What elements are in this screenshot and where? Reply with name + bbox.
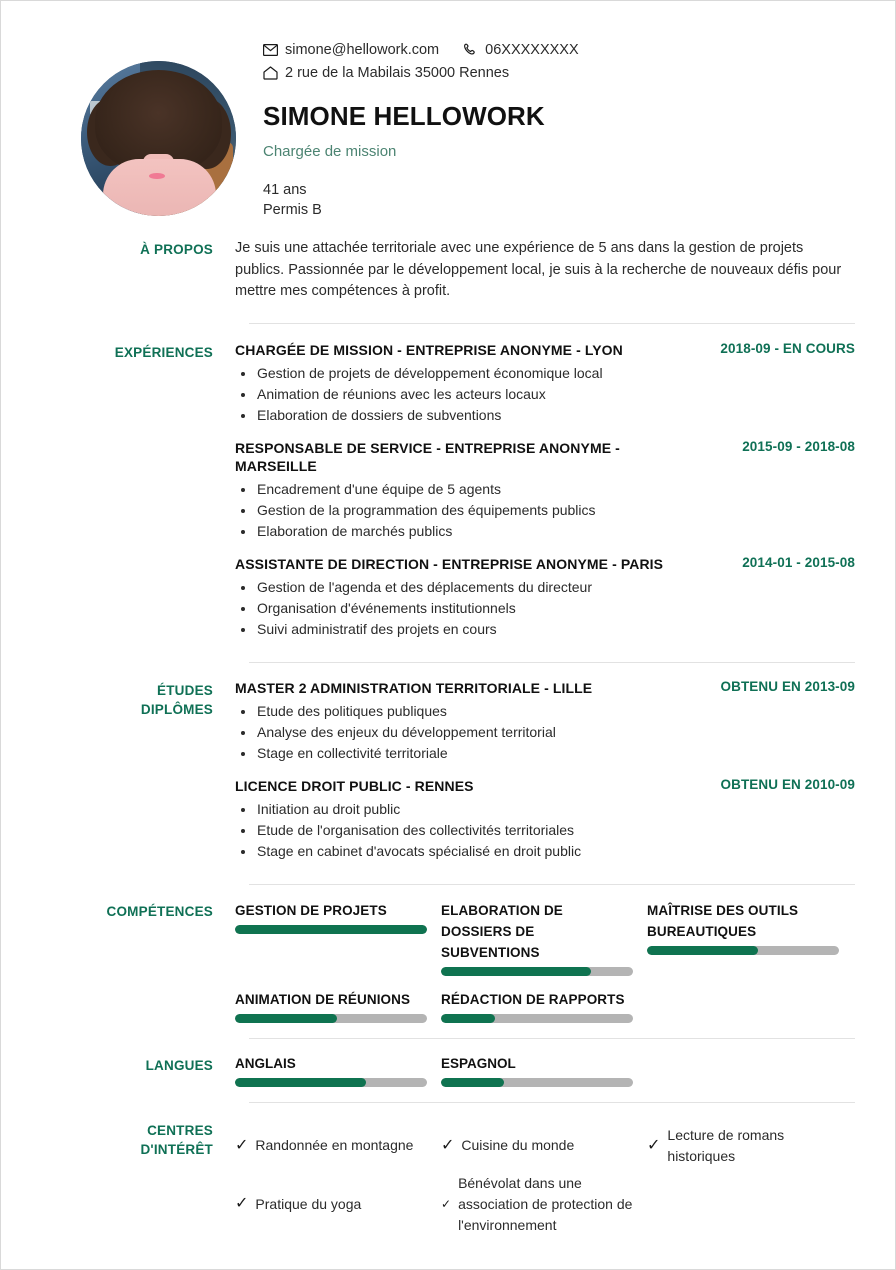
language-name: ANGLAIS	[235, 1055, 296, 1071]
section-languages	[1, 1054, 895, 1089]
skill-level-bar	[235, 1014, 427, 1023]
bullet: Etude de l'organisation des collectivités territoriales	[235, 820, 855, 841]
check-icon: ✓	[235, 1136, 249, 1154]
skill-name: GESTION DE PROJETS	[235, 902, 387, 918]
skill-level-bar	[647, 946, 839, 955]
divider-skills	[249, 1038, 855, 1039]
education-entry	[235, 679, 855, 764]
experience-date: 2014-01 - 2015-08	[742, 554, 855, 570]
address-text: 2 rue de la Mabilais 35000 Rennes	[285, 65, 510, 81]
experience-bullets	[235, 577, 855, 640]
skill-name: ELABORATION DE DOSSIERS DE SUBVENTIONS	[441, 902, 563, 960]
skill-level-fill	[441, 1014, 495, 1023]
experience-title: ASSISTANTE DE DIRECTION - ENTREPRISE ANONYME - PARIS	[235, 555, 664, 572]
education-date: OBTENU EN 2013-09	[720, 678, 855, 694]
bullet: Etude des politiques publiques	[235, 701, 855, 722]
skill-item	[441, 900, 644, 976]
interest-grid	[235, 1119, 855, 1236]
section-interests	[1, 1119, 895, 1238]
interest-item	[441, 1119, 644, 1173]
education-label-line2: DIPLÔMES	[140, 701, 213, 717]
experience-title: RESPONSABLE DE SERVICE - ENTREPRISE ANONYME - MARSEILLE	[235, 439, 620, 474]
section-label-interests	[25, 1119, 235, 1238]
skill-item	[235, 989, 438, 1023]
experience-bullets	[235, 479, 855, 542]
interest-text: Bénévolat dans une association de protection de l'environnement	[458, 1174, 633, 1233]
section-label-skills: COMPÉTENCES	[106, 903, 213, 919]
interest-item	[235, 1173, 438, 1236]
phone-text: 06XXXXXXXX	[485, 42, 579, 58]
bullet: Gestion de l'agenda et des déplacements du directeur	[235, 577, 855, 598]
language-name: ESPAGNOL	[441, 1055, 516, 1071]
resume-header	[1, 1, 895, 220]
bullet: Initiation au droit public	[235, 799, 855, 820]
skill-level-bar	[441, 1014, 633, 1023]
interest-text: Pratique du yoga	[255, 1195, 362, 1212]
home-icon	[263, 66, 278, 80]
experience-entry	[235, 341, 855, 426]
job-title: Chargée de mission	[263, 143, 397, 160]
check-icon: ✓	[235, 1195, 249, 1212]
skill-item	[235, 900, 438, 976]
interests-label-line1: CENTRES	[147, 1122, 213, 1138]
check-icon: ✓	[647, 1136, 661, 1154]
divider-about	[249, 323, 855, 324]
skill-level-bar	[235, 925, 427, 934]
language-item	[441, 1054, 644, 1087]
experience-bullets	[235, 363, 855, 426]
interest-text: Lecture de romans historiques	[667, 1126, 785, 1164]
skill-name: RÉDACTION DE RAPPORTS	[441, 991, 625, 1007]
skill-grid	[235, 900, 855, 1036]
education-date: OBTENU EN 2010-09	[720, 776, 855, 792]
experience-entry	[235, 439, 855, 542]
interest-item	[647, 1119, 850, 1173]
divider-education	[249, 884, 855, 885]
skill-item	[441, 989, 644, 1023]
bullet: Elaboration de dossiers de subventions	[235, 405, 855, 426]
section-label-experiences: EXPÉRIENCES	[114, 344, 213, 360]
bullet: Gestion de la programmation des équipements publics	[235, 500, 855, 521]
education-title: LICENCE DROIT PUBLIC - RENNES	[235, 777, 474, 794]
skill-level-fill	[235, 1014, 337, 1023]
language-level-fill	[235, 1078, 366, 1087]
divider-experiences	[249, 662, 855, 663]
section-skills	[1, 900, 895, 1038]
bullet: Stage en collectivité territoriale	[235, 743, 855, 764]
interest-item	[441, 1173, 644, 1236]
bullet: Gestion de projets de développement économique local	[235, 363, 855, 384]
bullet: Stage en cabinet d'avocats spécialisé en droit public	[235, 841, 855, 862]
language-level-fill	[441, 1078, 504, 1087]
page-title: SIMONE HELLOWORK	[263, 101, 545, 131]
phone-icon	[463, 43, 478, 57]
interest-item	[235, 1119, 438, 1173]
bullet: Elaboration de marchés publics	[235, 521, 855, 542]
contact-phone[interactable]	[463, 39, 579, 61]
licence-text: Permis B	[263, 202, 322, 218]
about-text: Je suis une attachée territoriale avec une expérience de 5 ans dans la gestion de projets publics. Passionnée par le développement local, je suis à la recherche de nouveaux défis pour mettre mes compétences à profit.	[235, 240, 842, 299]
skill-item	[647, 900, 850, 976]
experience-date: 2018-09 - EN COURS	[720, 340, 855, 356]
education-entry	[235, 777, 855, 862]
language-grid	[235, 1054, 855, 1087]
experience-entry	[235, 555, 855, 640]
header-info	[236, 33, 855, 220]
check-icon: ✓	[441, 1197, 452, 1211]
skill-level-fill	[647, 946, 758, 955]
envelope-icon	[263, 44, 278, 56]
bullet: Analyse des enjeux du développement territorial	[235, 722, 855, 743]
education-bullets	[235, 701, 855, 764]
experience-date: 2015-09 - 2018-08	[742, 438, 855, 454]
language-level-bar	[441, 1078, 633, 1087]
personal-meta	[263, 180, 855, 220]
bullet: Suivi administratif des projets en cours	[235, 619, 855, 640]
education-title: MASTER 2 ADMINISTRATION TERRITORIALE - LILLE	[235, 679, 593, 696]
section-label-about: À PROPOS	[140, 242, 213, 257]
skill-name: ANIMATION DE RÉUNIONS	[235, 991, 411, 1007]
skill-level-bar	[441, 967, 633, 976]
skill-name: MAÎTRISE DES OUTILS BUREAUTIQUES	[647, 902, 799, 939]
section-label-education	[25, 679, 235, 868]
language-level-bar	[235, 1078, 427, 1087]
bullet: Animation de réunions avec les acteurs locaux	[235, 384, 855, 405]
section-about	[1, 238, 895, 305]
bullet: Organisation d'événements institutionnels	[235, 598, 855, 619]
contact-address	[263, 62, 509, 84]
avatar	[81, 61, 236, 216]
divider-languages	[249, 1102, 855, 1103]
skill-level-fill	[235, 925, 427, 934]
education-label-line1: ÉTUDES	[157, 682, 213, 698]
contact-line-2	[263, 62, 855, 84]
check-icon: ✓	[441, 1136, 455, 1154]
contact-line-1	[263, 39, 855, 61]
avatar-wrapper	[81, 33, 236, 220]
skill-level-fill	[441, 967, 591, 976]
bullet: Encadrement d'une équipe de 5 agents	[235, 479, 855, 500]
email-text: simone@hellowork.com	[285, 42, 440, 58]
section-experiences	[1, 341, 895, 646]
interest-text: Randonnée en montagne	[255, 1137, 414, 1153]
language-item	[235, 1054, 438, 1087]
section-label-languages: LANGUES	[145, 1057, 213, 1073]
interests-label-line2: D'INTÉRÊT	[140, 1141, 213, 1157]
education-bullets	[235, 799, 855, 862]
section-education	[1, 679, 895, 868]
experience-title: CHARGÉE DE MISSION - ENTREPRISE ANONYME - LYON	[235, 341, 623, 358]
interest-text: Cuisine du monde	[461, 1137, 575, 1153]
age-text: 41 ans	[263, 182, 307, 198]
contact-email[interactable]	[263, 39, 439, 61]
